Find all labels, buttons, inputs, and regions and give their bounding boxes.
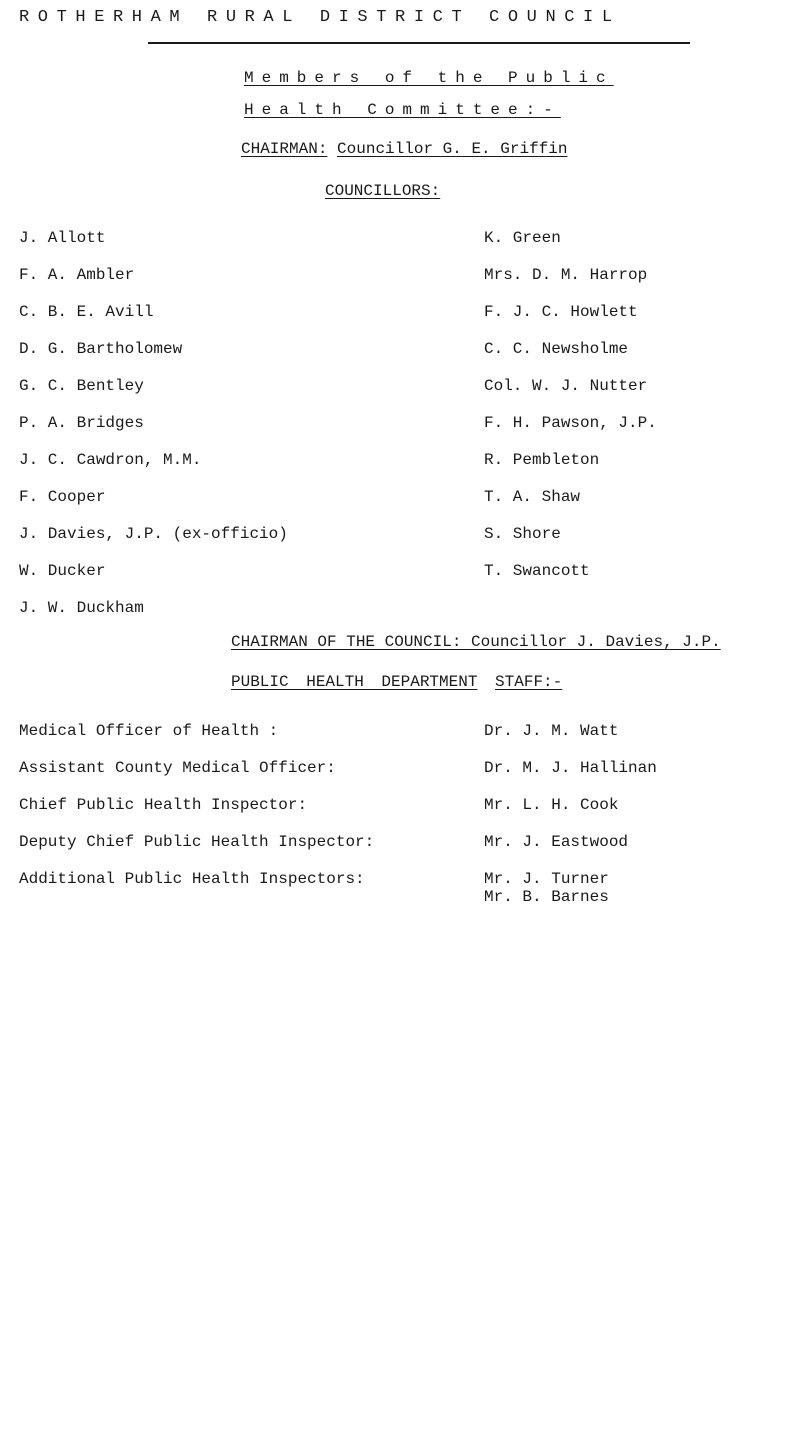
councillor-item: J. C. Cawdron, M.M. <box>19 451 202 469</box>
councillor-item: S. Shore <box>484 525 561 543</box>
staff-role: Assistant County Medical Officer: <box>19 759 336 777</box>
councillor-item: F. A. Ambler <box>19 266 135 284</box>
councillor-item: Mrs. D. M. Harrop <box>484 266 648 284</box>
staff-heading <box>231 673 562 691</box>
councillor-item: G. C. Bentley <box>19 377 144 395</box>
councillor-item: K. Green <box>484 229 561 247</box>
councillor-item: W. Ducker <box>19 562 106 580</box>
staff-role: Medical Officer of Health : <box>19 722 279 740</box>
staff-heading-suffix: STAFF:- <box>495 673 563 691</box>
committee-heading-line2: Health Committee:- <box>244 101 561 119</box>
page-title: ROTHERHAM RURAL DISTRICT COUNCIL <box>19 8 621 27</box>
chairman-label: CHAIRMAN: <box>241 140 328 158</box>
councillors-list-left <box>19 220 288 627</box>
councillors-list-right <box>484 220 657 590</box>
staff-role: Additional Public Health Inspectors: <box>19 870 365 888</box>
councillor-item: F. H. Pawson, J.P. <box>484 414 657 432</box>
staff-name: Mr. J. Eastwood <box>484 833 629 851</box>
council-chairman: CHAIRMAN OF THE COUNCIL: Councillor J. Davies, J.P. <box>231 633 721 651</box>
councillor-item: C. B. E. Avill <box>19 303 154 321</box>
chairman-name: Councillor G. E. Griffin <box>337 140 568 158</box>
staff-names-list <box>484 713 657 912</box>
staff-heading-text: PUBLIC HEALTH DEPARTMENT <box>231 673 478 691</box>
staff-role: Deputy Chief Public Health Inspector: <box>19 833 375 851</box>
title-divider <box>148 42 690 44</box>
committee-heading-line1: Members of the Public <box>244 69 614 87</box>
councillor-item: T. A. Shaw <box>484 488 581 506</box>
staff-name: Mr. B. Barnes <box>484 888 609 906</box>
councillor-item: F. Cooper <box>19 488 106 506</box>
staff-roles-list <box>19 713 374 898</box>
councillor-item: T. Swancott <box>484 562 590 580</box>
staff-name: Dr. J. M. Watt <box>484 722 619 740</box>
councillors-heading: COUNCILLORS: <box>325 182 441 200</box>
councillor-item: C. C. Newsholme <box>484 340 629 358</box>
councillor-item: J. Allott <box>19 229 106 247</box>
staff-name: Dr. M. J. Hallinan <box>484 759 657 777</box>
councillor-item: D. G. Bartholomew <box>19 340 183 358</box>
councillor-item: J. Davies, J.P. (ex-officio) <box>19 525 288 543</box>
committee-chairman <box>241 140 567 158</box>
staff-role: Chief Public Health Inspector: <box>19 796 308 814</box>
councillor-item: F. J. C. Howlett <box>484 303 638 321</box>
councillor-item: R. Pembleton <box>484 451 600 469</box>
staff-name: Mr. L. H. Cook <box>484 796 619 814</box>
staff-name: Mr. J. Turner <box>484 870 609 888</box>
councillor-item: P. A. Bridges <box>19 414 144 432</box>
councillor-item: J. W. Duckham <box>19 599 144 617</box>
councillor-item: Col. W. J. Nutter <box>484 377 648 395</box>
